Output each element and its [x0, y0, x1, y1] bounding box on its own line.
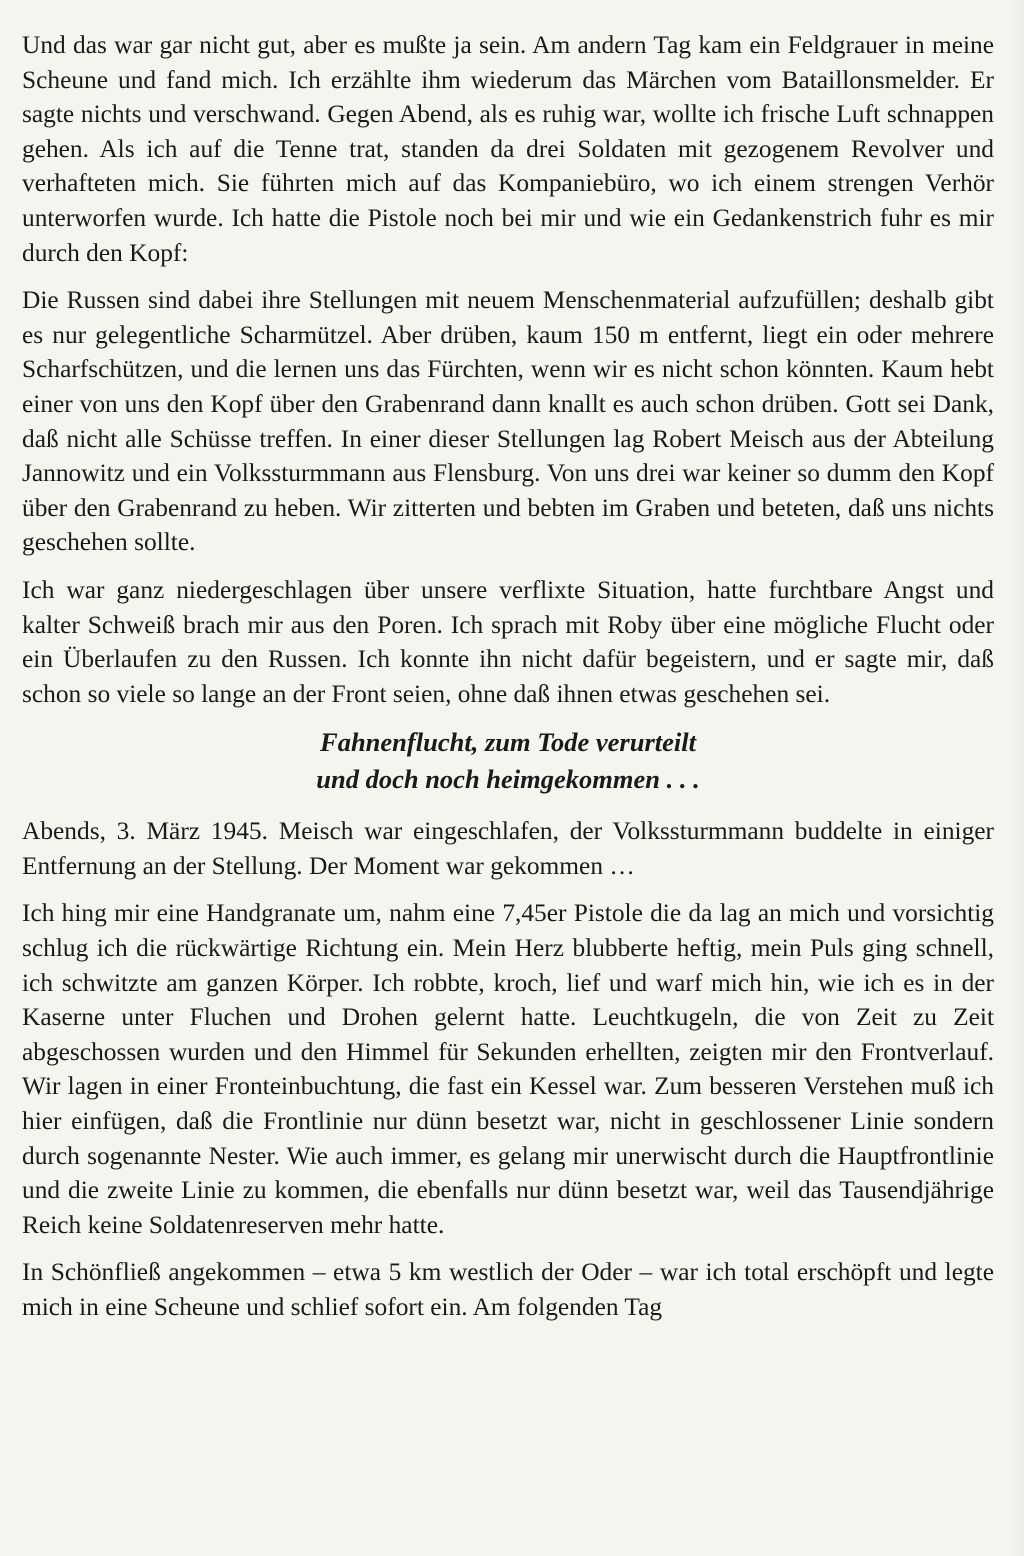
paragraph-escape: Ich hing mir eine Handgranate um, nahm eine 7,45er Pistole die da lag an mich und vorsichtig schlug ich die rückwärtige Richtung ein. Mein Herz blubberte heftig, mein Puls ging schnell, ich schwitzte am ganzen Körper. Ich robbte, kroch, lief und warf mich hin, wie ich es in der Kaserne unter Fluchen und Drohen gelernt hatte. Leuchtkugeln, die von Zeit zu Zeit abgeschossen wurden und den Himmel für Sekunden erhellten, zeigten mir den Frontverlauf. Wir lagen in einer Fronteinbuchtung, die fast ein Kessel war. Zum besseren Verstehen muß ich hier einfügen, daß die Frontlinie nur dünn besetzt war, nicht in geschlossener Linie sondern durch sogenannte Nester. Wie auch immer, es gelang mir unerwischt durch die Hauptfrontlinie und die zweite Linie zu kommen, die ebenfalls nur dünn besetzt war, weil das Tausendjährige Reich keine Soldatenreserven mehr hatte. — [22, 899, 994, 1239]
paragraph-russians: Die Russen sind dabei ihre Stellungen mit neuem Menschenmaterial aufzufüllen; deshalb gibt es nur gelegentliche Scharmützel. Aber drüben, kaum 150 m entfernt, liegt ein oder mehrere Scharfschützen, und die lernen uns das Fürchten, wenn wir es nicht schon könnten. Kaum hebt einer von uns den Kopf über den Grabenrand dann knallt es auch schon drüben. Gott sei Dank, daß nicht alle Schüsse treffen. In einer dieser Stellungen lag Robert Meisch aus der Abteilung Jannowitz und ein Volkssturmmann aus Flensburg. Von uns drei war keiner so dumm den Kopf über den Grabenrand zu heben. Wir zitterten und bebten im Graben und beteten, daß uns nichts geschehen sollte. — [22, 286, 994, 557]
section-heading — [22, 724, 994, 798]
book-page — [22, 28, 994, 1538]
heading-line-2: und doch noch heimgekommen . . . — [316, 764, 700, 795]
paragraph-schoenfliess: In Schönfließ angekommen – etwa 5 km westlich der Oder – war ich total erschöpft und legte mich in eine Scheune und schlief sofort ein. Am folgenden Tag — [22, 1258, 994, 1321]
page-edge-shadow — [1010, 0, 1024, 1556]
paragraph-despair: Ich war ganz niedergeschlagen über unsere verflixte Situation, hatte furchtbare Angst und kalter Schweiß brach mir aus den Poren. Ich sprach mit Roby über eine mögliche Flucht oder ein Überlaufen zu den Russen. Ich konnte ihn nicht dafür begeistern, und er sagte mir, daß schon so viele so lange an der Front seien, ohne daß ihnen etwas geschehen sei. — [22, 575, 994, 708]
heading-line-1: Fahnenflucht, zum Tode verurteilt — [320, 727, 696, 758]
paragraph-evening: Abends, 3. März 1945. Meisch war eingeschlafen, der Volkssturmmann buddelte in einiger Entfernung an der Stellung. Der Moment war gekommen … — [22, 817, 994, 880]
paragraph-arrest: Und das war gar nicht gut, aber es mußte ja sein. Am andern Tag kam ein Feldgrauer in meine Scheune und fand mich. Ich erzählte ihm wiederum das Märchen vom Bataillonsmelder. Er sagte nichts und verschwand. Gegen Abend, als es ruhig war, wollte ich frische Luft schnappen gehen. Als ich auf die Tenne trat, standen da drei Soldaten mit gezogenem Revolver und verhafteten mich. Sie führten mich auf das Kompaniebüro, wo ich einem strengen Verhör unterworfen wurde. Ich hatte die Pistole noch bei mir und wie ein Gedankenstrich fuhr es mir durch den Kopf: — [22, 31, 994, 267]
